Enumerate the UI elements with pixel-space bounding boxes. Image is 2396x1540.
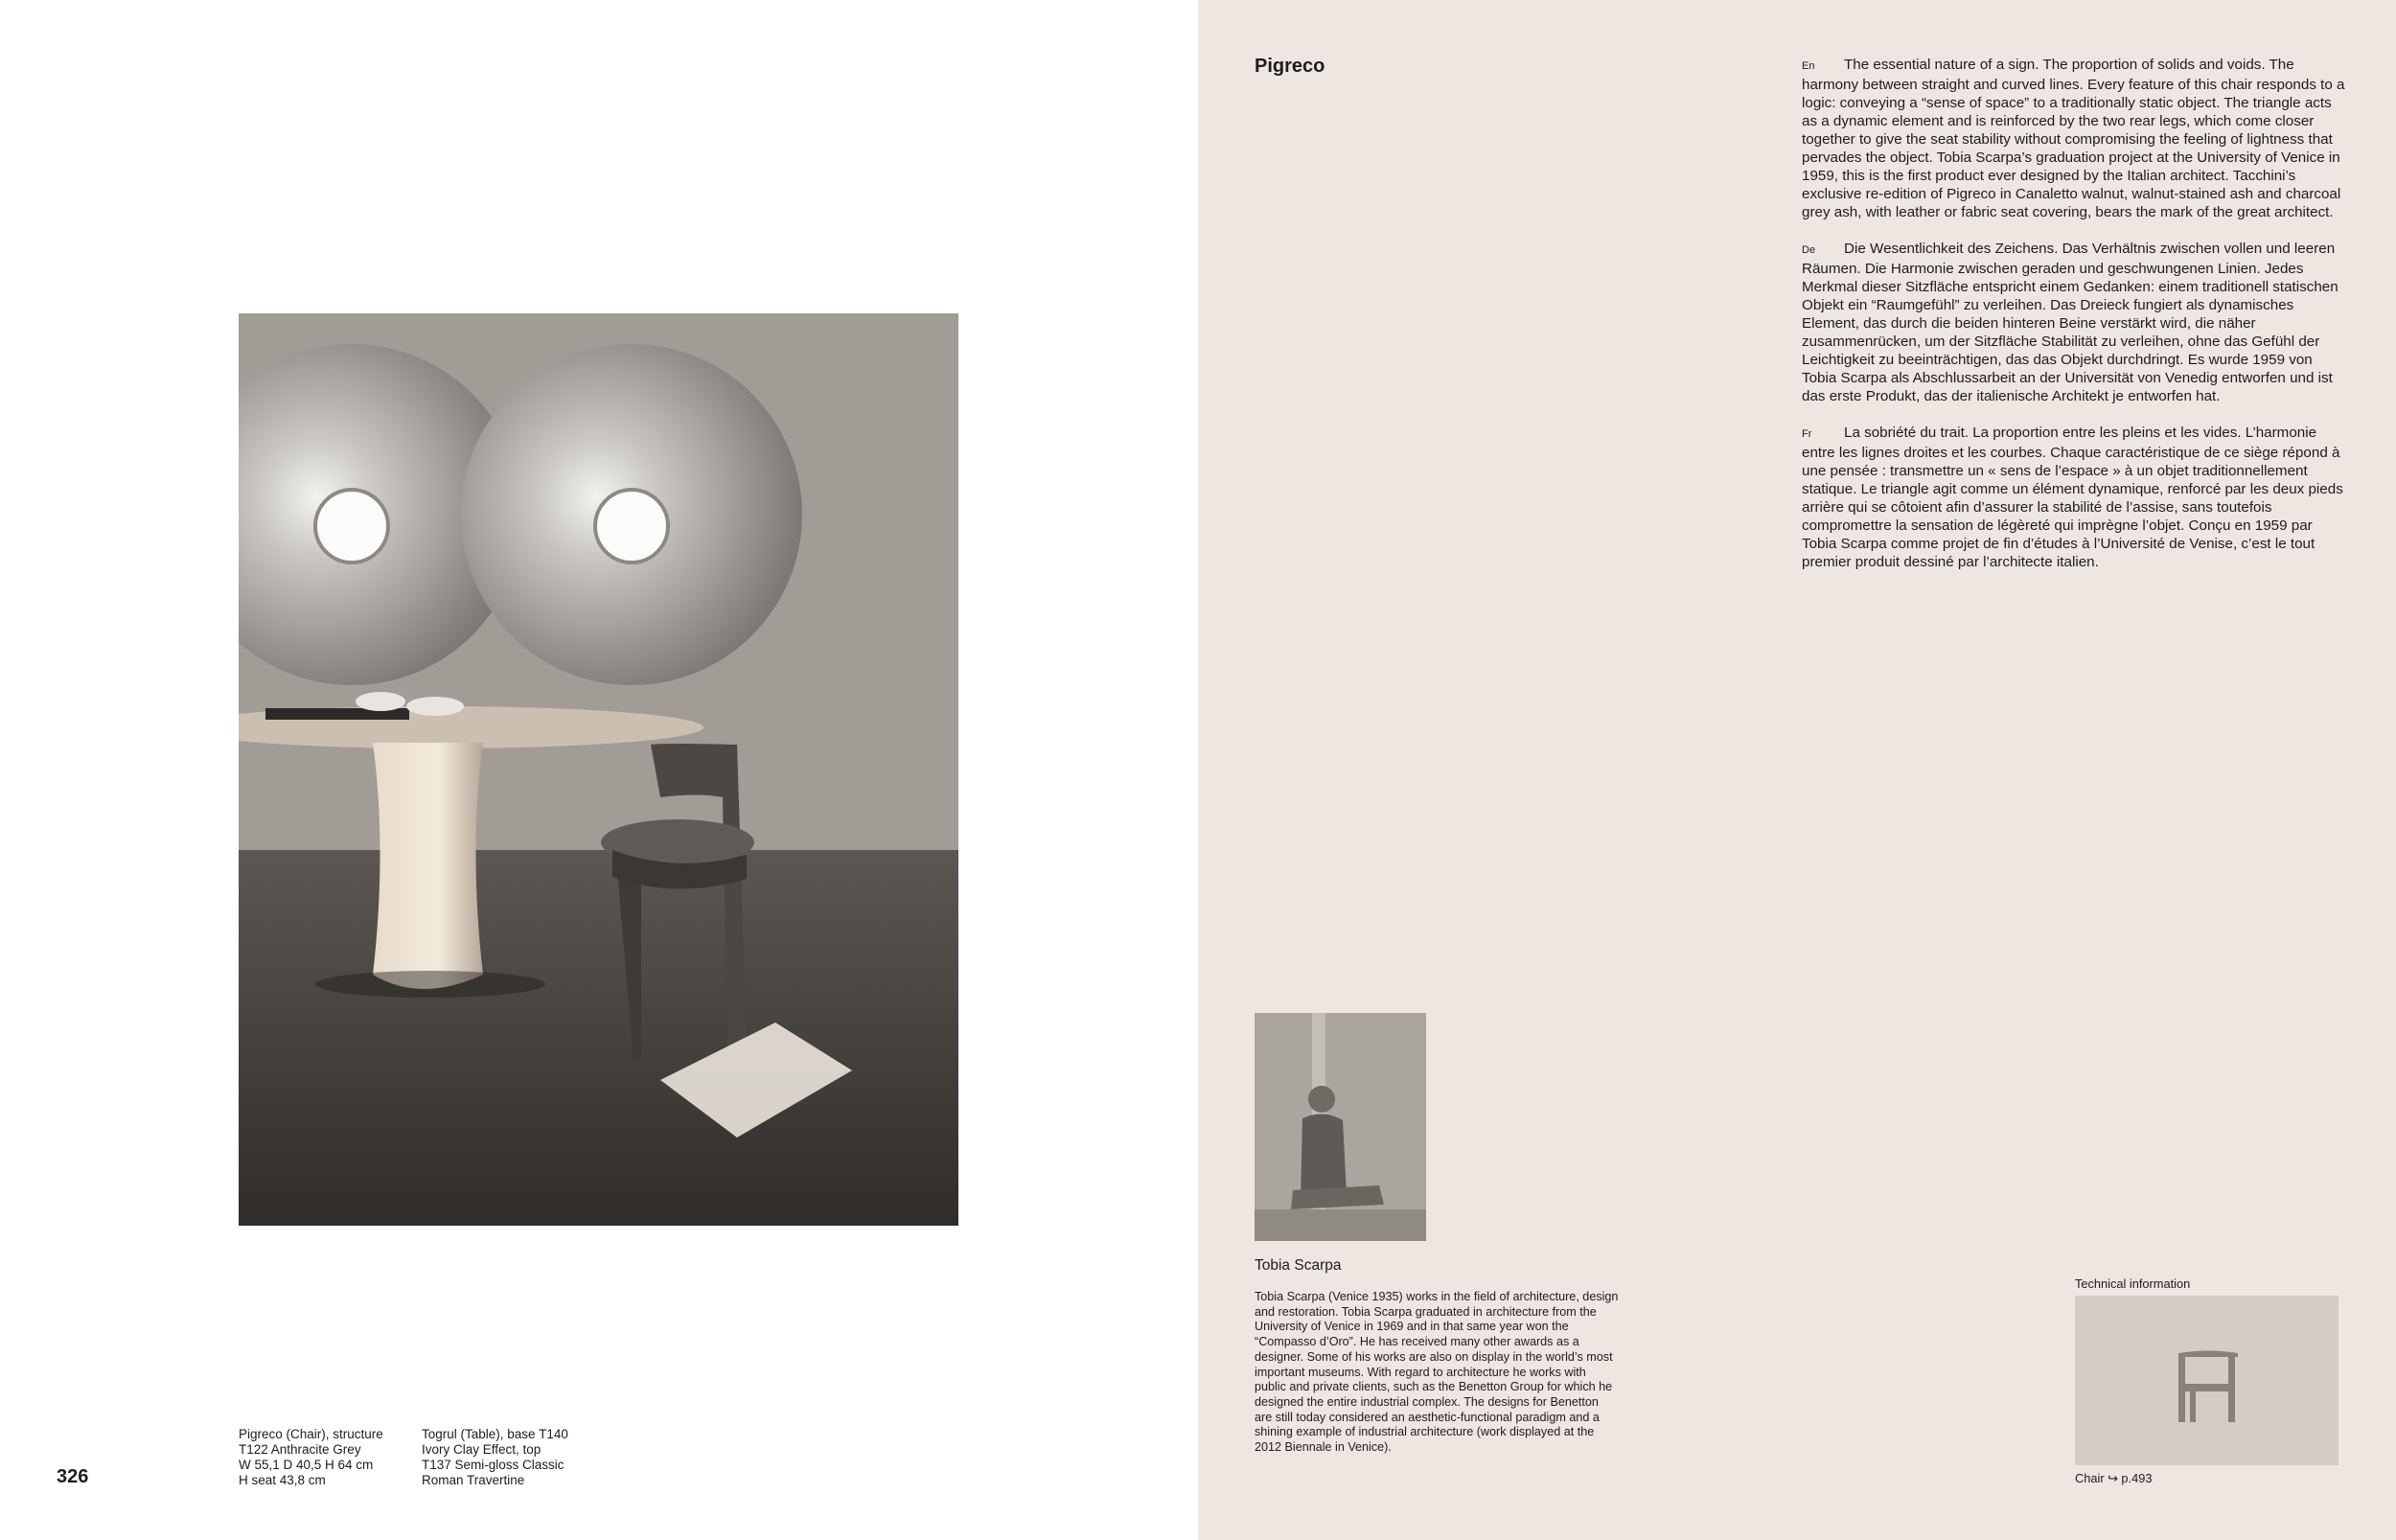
caption-line: W 55,1 D 40,5 H 64 cm	[239, 1458, 374, 1472]
caption-line: H seat 43,8 cm	[239, 1473, 326, 1487]
description-text: La sobriété du trait. La proportion entre les pleins et les vides. L’harmonie entre les lignes droites et les courbes. Chaque caractéristique de ce siège répond à une pensée : transmettre un « sens de l’espace » à un objet traditionnellement statique. Le triangle agit comme un élément dynamique, renforcé par les deux pieds arrière qui se côtoient afin d’assurer la stabilité de l’assise, sans toutefois compromettre la sensation de légèreté qui imprègne l’objet. Conçu en 1959 par Tobia Scarpa comme projet de fin d’études à l’Université de Venise, c’est le tout premier produit dessiné par l’architecte italien.	[1802, 425, 2343, 570]
language-tag: En	[1802, 60, 1815, 72]
language-tag: De	[1802, 244, 1816, 256]
designer-name: Tobia Scarpa	[1255, 1257, 1342, 1274]
description-text: The essential nature of a sign. The proportion of solids and voids. The harmony between straight and curved lines. Every feature of this chair responds to a logic: conveying a “sense of space” to a traditionally static object. The triangle acts as a dynamic element and is reinforced by the two rear legs, which come closer together to give the seat stability without compromising the feeling of lightness that pervades the object. Tobia Scarpa’s graduation project at the University of Venice in 1959, this is the first product ever designed by the Italian architect. Tacchini’s exclusive re-edition of Pigreco in Canaletto walnut, walnut-stained ash and charcoal grey ash, with leather or fabric seat covering, bears the mark of the great architect.	[1802, 57, 2345, 220]
description-column	[1802, 56, 2350, 589]
caption-line: Ivory Clay Effect, top	[422, 1442, 541, 1457]
chair-page-reference[interactable]: Chair ↪ p.493	[2075, 1471, 2153, 1485]
technical-information-label: Technical information	[2075, 1276, 2191, 1291]
caption-line: Roman Travertine	[422, 1473, 525, 1487]
description-en	[1802, 56, 2350, 221]
language-tag: Fr	[1802, 428, 1812, 440]
description-de	[1802, 240, 2350, 405]
description-fr	[1802, 424, 2350, 571]
caption-table	[422, 1427, 568, 1488]
caption-line: T122 Anthracite Grey	[239, 1442, 361, 1457]
caption-chair	[239, 1427, 383, 1488]
designer-bio: Tobia Scarpa (Venice 1935) works in the field of architecture, design and restoration. Tobia Scarpa graduated in architecture from the University of Venice in 1969 and in that same year won the “Compasso d’Oro”. He has received many other awards as a designer. Some of his works are also on display in the world’s most important museums. With regard to architecture he works with public and private clients, such as the Benetton Group for which he designed the entire industrial complex. The designs for Benetton are still today considered an aesthetic-functional paradigm and a shining example of industrial architecture (work displayed at the 2012 Biennale in Venice).	[1255, 1290, 1619, 1455]
portrait-illustration	[1255, 1013, 1426, 1241]
product-photo	[239, 313, 958, 1226]
caption-line: Togrul (Table), base T140	[422, 1427, 568, 1441]
room-scene-illustration	[239, 313, 958, 1226]
caption-line: T137 Semi-gloss Classic	[422, 1458, 564, 1472]
page-number: 326	[57, 1466, 89, 1487]
chair-thumbnail-icon	[2075, 1296, 2338, 1465]
product-title: Pigreco	[1255, 56, 1325, 77]
caption-line: Pigreco (Chair), structure	[239, 1427, 383, 1441]
designer-portrait	[1255, 1013, 1426, 1241]
technical-drawing-box	[2075, 1296, 2338, 1465]
description-text: Die Wesentlichkeit des Zeichens. Das Verhältnis zwischen vollen und leeren Räumen. Die Harmonie zwischen geraden und geschwungenen Linien. Jedes Merkmal dieser Sitzfläche entspricht einem Gedanken: einem traditionell statischen Objekt ein “Raumgefühl” zu verleihen. Das Dreieck fungiert als dynamisches Element, das durch die beiden hinteren Beine verstärkt wird, die näher zusammenrücken, um der Sitzfläche Stabilität zu verleihen, ohne das Gefühl der Leichtigkeit zu beeinträchtigen, das das Objekt durchdringt. Es wurde 1959 von Tobia Scarpa als Abschlussarbeit an der Universität von Venedig entworfen und ist das erste Produkt, das der italienische Architekt je entworfen hat.	[1802, 241, 2338, 404]
